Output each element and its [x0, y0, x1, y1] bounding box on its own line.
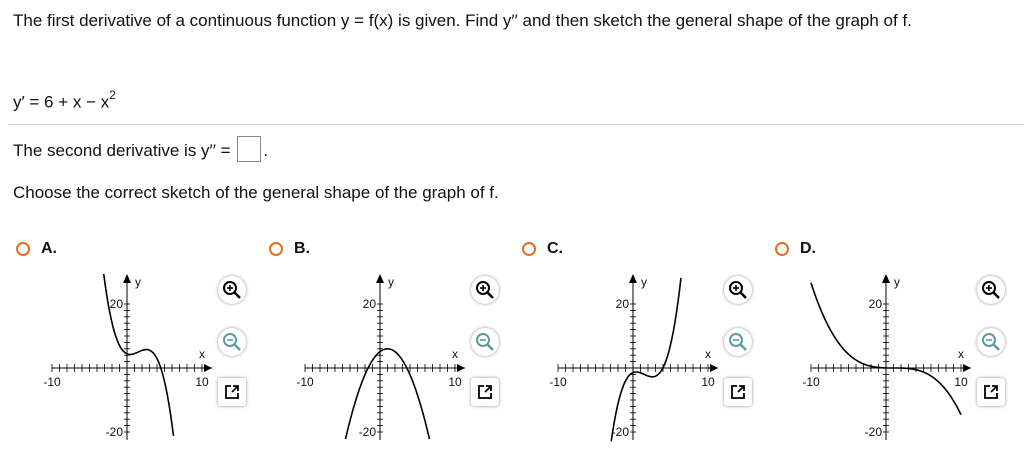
zoom-out-button[interactable]: [218, 328, 246, 356]
zoom-in-icon: [728, 280, 748, 300]
option-graph: [42, 270, 212, 442]
option-c[interactable]: [518, 236, 768, 450]
radio-button[interactable]: [775, 242, 789, 256]
popout-icon: [981, 382, 1001, 402]
option-graph: [801, 270, 971, 442]
y-tick-label-top: 20: [615, 297, 629, 311]
x-tick-label-right: 10: [195, 375, 209, 389]
second-derivative-period: .: [263, 141, 269, 160]
second-derivative-label: The second derivative is y′′ =: [13, 141, 231, 160]
x-tick-label-right: 10: [954, 375, 968, 389]
y-tick-label-top: 20: [362, 297, 376, 311]
choose-prompt: Choose the correct sketch of the general shape of the graph of f.: [13, 183, 499, 202]
popout-icon: [475, 382, 495, 402]
radio-button[interactable]: [269, 242, 283, 256]
popout-icon: [222, 382, 242, 402]
x-tick-label-right: 10: [701, 375, 715, 389]
second-derivative-prompt: [13, 136, 268, 162]
y-tick-label-bottom: -20: [864, 425, 882, 439]
zoom-in-button[interactable]: [471, 276, 499, 304]
derivative-equation: [13, 86, 116, 114]
x-tick-label-right: 10: [448, 375, 462, 389]
y-axis-arrow: [882, 274, 890, 283]
question-text: The first derivative of a continuous function y = f(x) is given. Find y′′ and then sketch the general shape of the graph of f.: [13, 11, 912, 30]
x-axis-arrow: [710, 364, 718, 372]
zoom-out-icon: [475, 332, 495, 352]
y-axis-label: y: [894, 275, 900, 289]
y-tick-label-bottom: -20: [611, 425, 629, 439]
x-axis-arrow: [204, 364, 212, 372]
x-tick-label-left: -10: [549, 375, 567, 389]
x-axis-arrow: [457, 364, 465, 372]
x-tick-label-left: -10: [802, 375, 820, 389]
x-axis-label: x: [199, 347, 205, 361]
radio-button[interactable]: [16, 242, 30, 256]
x-axis-label: x: [705, 347, 711, 361]
x-axis-label: x: [958, 347, 964, 361]
option-graph: [548, 270, 718, 442]
y-tick-label-top: 20: [109, 297, 123, 311]
x-tick-label-left: -10: [296, 375, 314, 389]
option-graph: [295, 270, 465, 442]
zoom-in-button[interactable]: [724, 276, 752, 304]
second-derivative-answer-box[interactable]: [237, 136, 261, 162]
zoom-out-button[interactable]: [977, 328, 1005, 356]
zoom-out-icon: [981, 332, 1001, 352]
option-a[interactable]: [12, 236, 262, 450]
zoom-in-button[interactable]: [218, 276, 246, 304]
zoom-out-button[interactable]: [471, 328, 499, 356]
y-axis-label: y: [388, 275, 394, 289]
option-label: A.: [41, 240, 57, 257]
zoom-in-icon: [475, 280, 495, 300]
equation-base: y′ = 6 + x − x: [13, 92, 110, 112]
y-tick-label-top: 20: [868, 297, 882, 311]
zoom-out-button[interactable]: [724, 328, 752, 356]
y-axis-arrow: [629, 274, 637, 283]
y-axis-label: y: [135, 275, 141, 289]
popout-button[interactable]: [218, 378, 246, 406]
option-b[interactable]: [265, 236, 515, 450]
option-label: C.: [547, 240, 563, 257]
option-d[interactable]: [771, 236, 1021, 450]
y-axis-arrow: [376, 274, 384, 283]
equation-exponent: 2: [109, 88, 116, 102]
x-tick-label-left: -10: [43, 375, 61, 389]
divider: [8, 124, 1024, 125]
y-tick-label-bottom: -20: [358, 425, 376, 439]
radio-button[interactable]: [522, 242, 536, 256]
zoom-in-icon: [222, 280, 242, 300]
popout-button[interactable]: [724, 378, 752, 406]
x-axis-arrow: [963, 364, 971, 372]
zoom-out-icon: [222, 332, 242, 352]
y-axis-arrow: [123, 274, 131, 283]
zoom-out-icon: [728, 332, 748, 352]
y-axis-label: y: [641, 275, 647, 289]
zoom-in-button[interactable]: [977, 276, 1005, 304]
y-tick-label-bottom: -20: [105, 425, 123, 439]
option-label: D.: [800, 240, 816, 257]
x-axis-label: x: [452, 347, 458, 361]
option-label: B.: [294, 240, 310, 257]
zoom-in-icon: [981, 280, 1001, 300]
popout-icon: [728, 382, 748, 402]
popout-button[interactable]: [977, 378, 1005, 406]
popout-button[interactable]: [471, 378, 499, 406]
